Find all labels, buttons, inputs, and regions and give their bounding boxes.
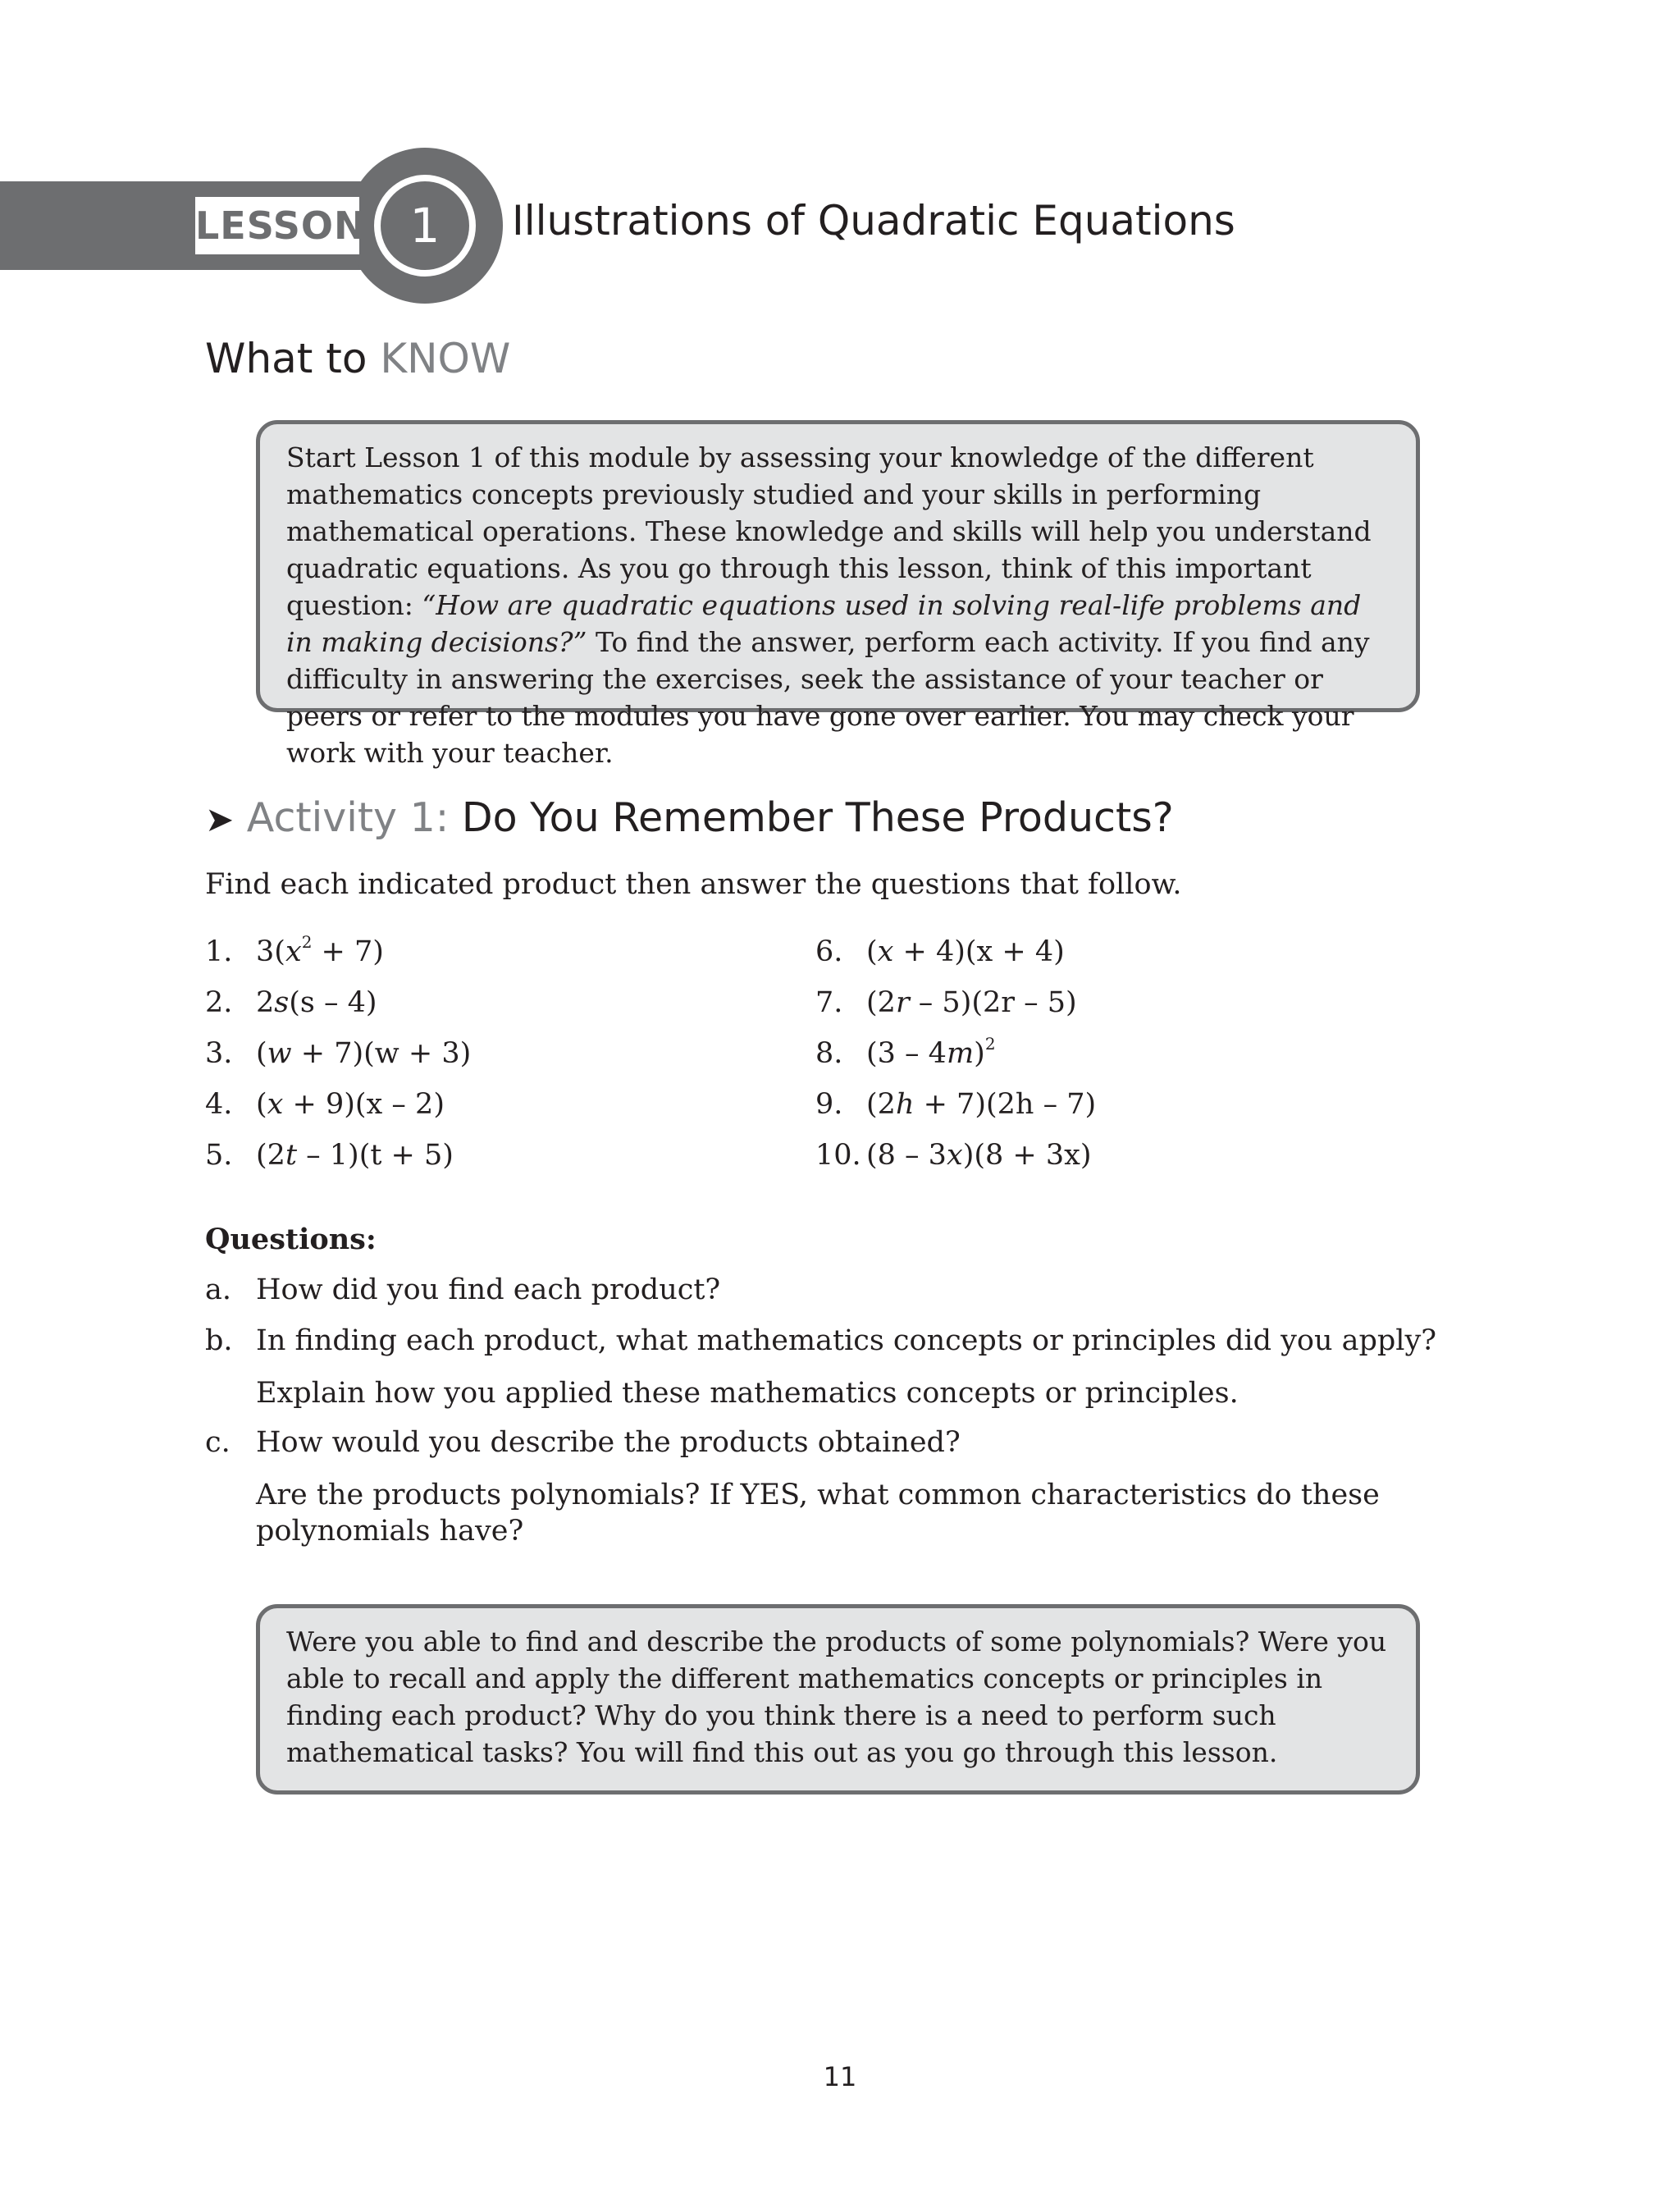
problem-variable: w <box>267 1037 292 1070</box>
page-number: 11 <box>823 2061 857 2092</box>
problem-number: 7. <box>815 986 843 1019</box>
problem-number: 3. <box>205 1037 233 1070</box>
problem-item <box>815 1088 1096 1121</box>
problem-number: 6. <box>815 935 843 968</box>
problem-item <box>205 932 384 968</box>
intro-text-after: To find the answer, perform each activity. If you find any difficulty in answering the exercises, seek the assistance of your teacher or peers or refer to the modules you have gone over earlier. You may check your work with your teacher. <box>286 626 1370 769</box>
problem-part: – 5)(2r – 5) <box>909 986 1077 1019</box>
problem-part: ( <box>256 1088 267 1121</box>
intro-key-question: “How are quadratic equations used in solving real-life problems and in making decisions?” <box>286 589 1362 658</box>
problem-part: (8 – 3 <box>866 1139 947 1172</box>
question-text: In finding each product, what mathematics concepts or principles did you apply? <box>256 1324 1437 1357</box>
closing-text: Were you able to find and describe the products of some polynomials? Were you able to recall and apply the different mathematics concepts or principles in finding each product? Why do you think there is a need to perform such mathematical tasks? You will find this out as you go through this lesson. <box>286 1625 1387 1768</box>
problem-number: 2. <box>205 986 233 1019</box>
problem-part: (s – 4) <box>289 986 377 1019</box>
problem-part: – 1)(t + 5) <box>297 1139 454 1172</box>
problem-part: (2 <box>256 1139 285 1172</box>
problem-part: + 4)(x + 4) <box>893 935 1065 968</box>
problem-variable: t <box>285 1139 298 1172</box>
question-letter: b. <box>205 1324 233 1357</box>
problem-item <box>815 1034 996 1070</box>
activity-instruction: Find each indicated product then answer the questions that follow. <box>205 868 1182 901</box>
question-text: How did you find each product? <box>256 1273 721 1306</box>
lesson-title: Illustrations of Quadratic Equations <box>512 197 1235 245</box>
problem-variable: s <box>274 986 290 1019</box>
section-heading-lead: What to <box>205 335 381 382</box>
section-heading <box>205 335 510 382</box>
problem-part: + 7)(2h – 7) <box>914 1088 1097 1121</box>
problem-variable: x <box>267 1088 284 1121</box>
activity-title: Do You Remember These Products? <box>461 794 1174 841</box>
problem-part: (2 <box>866 986 896 1019</box>
question-continuation: Explain how you applied these mathematics concepts or principles. <box>256 1377 1239 1410</box>
lesson-word: LESSON <box>195 203 367 248</box>
problem-part: (3 – 4 <box>866 1037 947 1070</box>
problem-variable: x <box>877 935 894 968</box>
problem-variable: m <box>946 1037 975 1070</box>
section-heading-accent: KNOW <box>380 335 511 382</box>
problem-part: ) <box>974 1037 985 1070</box>
problem-item <box>205 1088 445 1121</box>
problem-item <box>815 1139 1092 1172</box>
problem-item <box>815 935 1065 968</box>
problem-number: 9. <box>815 1088 843 1121</box>
arrow-icon: ➤ <box>205 799 235 839</box>
problem-variable: h <box>895 1088 915 1121</box>
problem-part: + 7) <box>312 935 384 968</box>
activity-heading <box>205 794 1174 841</box>
problem-number: 5. <box>205 1139 233 1172</box>
problem-part: ( <box>866 935 878 968</box>
intro-text-before: Start Lesson 1 of this module by assessing your knowledge of the different mathematics concepts previously studied and your skills in performing mathematical operations. These knowledge and skills will help you understand quadratic equations. As you go through this lesson, think of this important question: <box>286 441 1372 621</box>
problem-variable: x <box>946 1139 963 1172</box>
question-item <box>205 1273 720 1306</box>
problem-item <box>205 1037 471 1070</box>
closing-callout-box <box>256 1604 1420 1795</box>
activity-label: Activity 1: <box>246 794 462 841</box>
problem-part: + 7)(w + 3) <box>291 1037 472 1070</box>
problem-variable: x <box>285 935 302 968</box>
question-item <box>205 1426 961 1459</box>
question-text: How would you describe the products obtained? <box>256 1426 961 1459</box>
question-letter: c. <box>205 1426 231 1459</box>
problem-item <box>205 986 377 1019</box>
question-letter: a. <box>205 1273 231 1306</box>
question-item <box>205 1324 1436 1357</box>
problem-item <box>815 986 1077 1019</box>
problem-number: 1. <box>205 935 233 968</box>
intro-callout-box <box>256 420 1420 769</box>
problem-part: ( <box>256 1037 267 1070</box>
problem-part: )(8 + 3x) <box>962 1139 1092 1172</box>
problem-variable: r <box>895 986 910 1019</box>
question-continuation: Are the products polynomials? If YES, what common characteristics do these polynomials have? <box>256 1479 1380 1548</box>
problem-number: 8. <box>815 1037 843 1070</box>
problem-part: 3( <box>256 935 285 968</box>
problem-part: + 9)(x – 2) <box>283 1088 445 1121</box>
problem-item <box>205 1139 454 1172</box>
problem-exponent: 2 <box>984 1034 996 1054</box>
problem-number: 4. <box>205 1088 233 1121</box>
questions-heading: Questions: <box>205 1223 377 1256</box>
lesson-number: 1 <box>409 198 441 254</box>
problem-exponent: 2 <box>301 932 313 952</box>
problem-part: (2 <box>866 1088 896 1121</box>
problem-number: 10. <box>815 1139 861 1172</box>
problem-part: 2 <box>256 986 275 1019</box>
